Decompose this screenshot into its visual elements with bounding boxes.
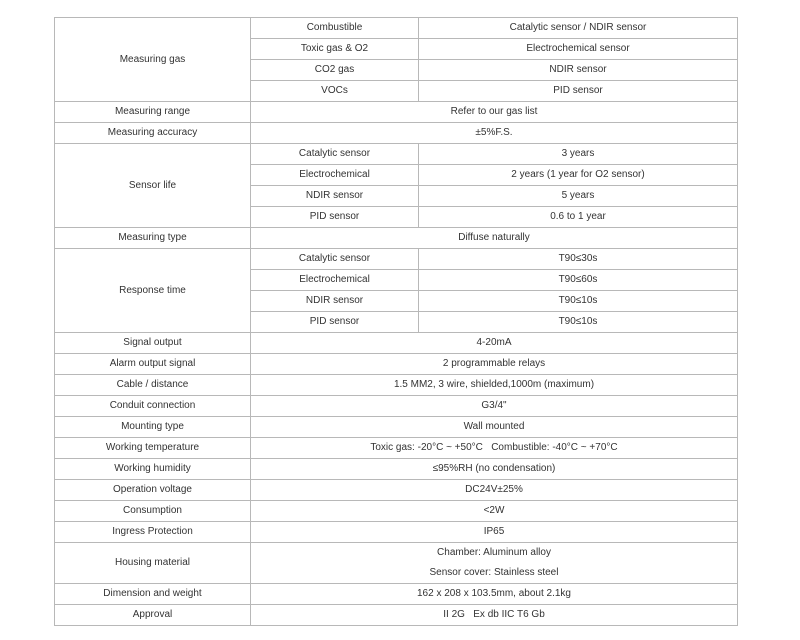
row-label: Mounting type — [55, 417, 251, 438]
sub-label: Combustible — [251, 18, 419, 39]
cell-value: Catalytic sensor / NDIR sensor — [419, 18, 738, 39]
cell-value: Electrochemical sensor — [419, 39, 738, 60]
cell-value: ±5%F.S. — [251, 123, 738, 144]
table-row — [55, 102, 738, 123]
sub-label: Toxic gas & O2 — [251, 39, 419, 60]
table-row — [55, 417, 738, 438]
table-row — [55, 501, 738, 522]
table-row — [55, 522, 738, 543]
cell-value: <2W — [251, 501, 738, 522]
row-label: Alarm output signal — [55, 354, 251, 375]
cell-value: 162 x 208 x 103.5mm, about 2.1kg — [251, 584, 738, 605]
cell-value: T90≤30s — [419, 249, 738, 270]
table-row — [55, 543, 738, 564]
table-row — [55, 144, 738, 165]
cell-value: 5 years — [419, 186, 738, 207]
sub-label: PID sensor — [251, 312, 419, 333]
row-label: Dimension and weight — [55, 584, 251, 605]
row-label: Measuring gas — [55, 18, 251, 102]
table-row — [55, 123, 738, 144]
cell-value: 2 programmable relays — [251, 354, 738, 375]
table-row — [55, 354, 738, 375]
row-label: Sensor life — [55, 144, 251, 228]
sub-label: CO2 gas — [251, 60, 419, 81]
sub-label: NDIR sensor — [251, 291, 419, 312]
cell-value: 3 years — [419, 144, 738, 165]
sub-label: VOCs — [251, 81, 419, 102]
row-label: Working temperature — [55, 438, 251, 459]
cell-value: IP65 — [251, 522, 738, 543]
row-label: Operation voltage — [55, 480, 251, 501]
cell-value: Toxic gas: -20°C ~ +50°C Combustible: -40°C ~ +70°C — [251, 438, 738, 459]
sub-label: NDIR sensor — [251, 186, 419, 207]
cell-value: T90≤10s — [419, 291, 738, 312]
sub-label: PID sensor — [251, 207, 419, 228]
cell-value: Diffuse naturally — [251, 228, 738, 249]
table-row — [55, 249, 738, 270]
cell-value: T90≤60s — [419, 270, 738, 291]
table-row — [55, 459, 738, 480]
cell-value: G3/4" — [251, 396, 738, 417]
cell-value: 0.6 to 1 year — [419, 207, 738, 228]
cell-value: 1.5 MM2, 3 wire, shielded,1000m (maximum) — [251, 375, 738, 396]
table-row — [55, 396, 738, 417]
cell-value: II 2G Ex db IIC T6 Gb — [251, 605, 738, 626]
spec-table — [54, 17, 738, 626]
cell-value: 2 years (1 year for O2 sensor) — [419, 165, 738, 186]
sub-label: Catalytic sensor — [251, 249, 419, 270]
cell-value: 4-20mA — [251, 333, 738, 354]
spec-table-body — [55, 18, 738, 626]
row-label: Cable / distance — [55, 375, 251, 396]
row-label: Conduit connection — [55, 396, 251, 417]
sub-label: Electrochemical — [251, 270, 419, 291]
table-row — [55, 375, 738, 396]
row-label: Consumption — [55, 501, 251, 522]
cell-value: T90≤10s — [419, 312, 738, 333]
row-label: Housing material — [55, 543, 251, 584]
cell-value: ≤95%RH (no condensation) — [251, 459, 738, 480]
table-row — [55, 480, 738, 501]
row-label: Signal output — [55, 333, 251, 354]
cell-value: Refer to our gas list — [251, 102, 738, 123]
table-row — [55, 333, 738, 354]
table-row — [55, 605, 738, 626]
table-row — [55, 584, 738, 605]
sub-label: Catalytic sensor — [251, 144, 419, 165]
row-label: Measuring accuracy — [55, 123, 251, 144]
table-row — [55, 438, 738, 459]
row-label: Response time — [55, 249, 251, 333]
cell-value: PID sensor — [419, 81, 738, 102]
row-label: Measuring type — [55, 228, 251, 249]
cell-value: Sensor cover: Stainless steel — [251, 563, 738, 584]
row-label: Working humidity — [55, 459, 251, 480]
cell-value: Chamber: Aluminum alloy — [251, 543, 738, 564]
table-row — [55, 228, 738, 249]
row-label: Ingress Protection — [55, 522, 251, 543]
cell-value: Wall mounted — [251, 417, 738, 438]
cell-value: DC24V±25% — [251, 480, 738, 501]
row-label: Measuring range — [55, 102, 251, 123]
cell-value: NDIR sensor — [419, 60, 738, 81]
sub-label: Electrochemical — [251, 165, 419, 186]
row-label: Approval — [55, 605, 251, 626]
table-row — [55, 18, 738, 39]
